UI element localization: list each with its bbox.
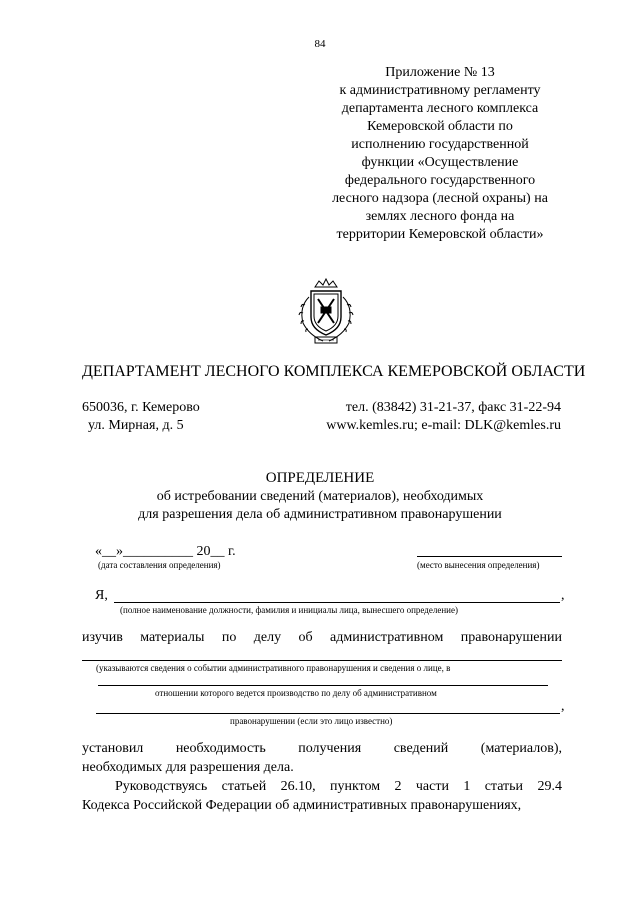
- document-subtitle-1: об истребовании сведений (материалов), необходимых: [156, 489, 484, 504]
- appendix-line: исполнению государственной: [351, 137, 529, 152]
- case-line-3[interactable]: [96, 713, 560, 714]
- web-email: www.kemles.ru; e-mail: DLK@kemles.ru: [326, 418, 561, 433]
- word: 1: [463, 779, 471, 794]
- appendix-line: Приложение № 13: [385, 65, 495, 80]
- word: об: [298, 630, 313, 645]
- appendix-line: лесного надзора (лесной охраны) на: [332, 191, 548, 206]
- place-line[interactable]: [417, 556, 562, 557]
- appendix-line: Кемеровской области по: [367, 119, 513, 134]
- case-line-2[interactable]: [98, 685, 548, 686]
- phone-fax: тел. (83842) 31-21-37, факс 31-22-94: [345, 400, 561, 415]
- body-line-1: [82, 741, 562, 757]
- word: пунктом: [329, 779, 381, 794]
- word: административном: [330, 630, 444, 645]
- word: делу: [253, 630, 282, 645]
- body-line-4: Кодекса Российской Федерации об административных правонарушениях,: [82, 798, 522, 813]
- official-caption: (полное наименование должности, фамилия и инициалы лица, вынесшего определение): [120, 605, 458, 615]
- i-prefix: Я,: [95, 588, 108, 603]
- appendix-line: департамента лесного комплекса: [341, 101, 539, 116]
- word: Руководствуясь: [115, 779, 208, 794]
- case-caption-3: правонарушении (если это лицо известно): [230, 716, 393, 726]
- body-line-3: [115, 779, 562, 795]
- word: 26.10,: [280, 779, 316, 794]
- document-title: ОПРЕДЕЛЕНИЕ: [265, 470, 375, 486]
- word: материалы: [140, 630, 205, 645]
- word: (материалов),: [480, 741, 562, 756]
- case-line-3-suffix: ,: [561, 699, 565, 714]
- appendix-line: землях лесного фонда на: [365, 209, 515, 224]
- word: получения: [298, 741, 362, 756]
- date-field[interactable]: «__»__________ 20__ г.: [95, 544, 236, 559]
- appendix-line: федерального государственного: [344, 173, 536, 188]
- official-line[interactable]: [114, 602, 560, 603]
- case-caption-2: отношении которого ведется производство по делу об административном: [155, 688, 437, 698]
- studied-line: [82, 630, 562, 646]
- word: изучив: [82, 630, 123, 645]
- word: части: [415, 779, 449, 794]
- word: 29.4: [537, 779, 562, 794]
- word: статьи: [484, 779, 524, 794]
- document-subtitle-2: для разрешения дела об административном правонарушении: [138, 507, 502, 522]
- address-line-1: 650036, г. Кемерово: [82, 400, 200, 415]
- word: 2: [394, 779, 402, 794]
- word: установил: [82, 741, 144, 756]
- case-caption-1: (указываются сведения о событии административного правонарушения и сведения о лице, в: [96, 663, 451, 673]
- place-caption: (место вынесения определения): [417, 560, 540, 570]
- date-caption: (дата составления определения): [98, 560, 221, 570]
- word: необходимость: [175, 741, 266, 756]
- department-name: ДЕПАРТАМЕНТ ЛЕСНОГО КОМПЛЕКСА КЕМЕРОВСКОЙ ОБЛАСТИ: [82, 363, 586, 380]
- case-line-1[interactable]: [82, 660, 562, 661]
- appendix-heading: [300, 64, 580, 244]
- official-line-suffix: ,: [561, 588, 565, 603]
- coat-of-arms-emblem: [293, 277, 359, 347]
- body-line-2: необходимых для разрешения дела.: [82, 760, 294, 775]
- word: правонарушении: [460, 630, 562, 645]
- appendix-line: функции «Осуществление: [361, 155, 519, 170]
- address-line-2: ул. Мирная, д. 5: [88, 418, 184, 433]
- appendix-line: территории Кемеровской области»: [336, 227, 544, 242]
- appendix-line: к административному регламенту: [339, 83, 541, 98]
- word: сведений: [393, 741, 449, 756]
- word: статьей: [221, 779, 267, 794]
- word: по: [221, 630, 237, 645]
- page-number: 84: [314, 38, 326, 50]
